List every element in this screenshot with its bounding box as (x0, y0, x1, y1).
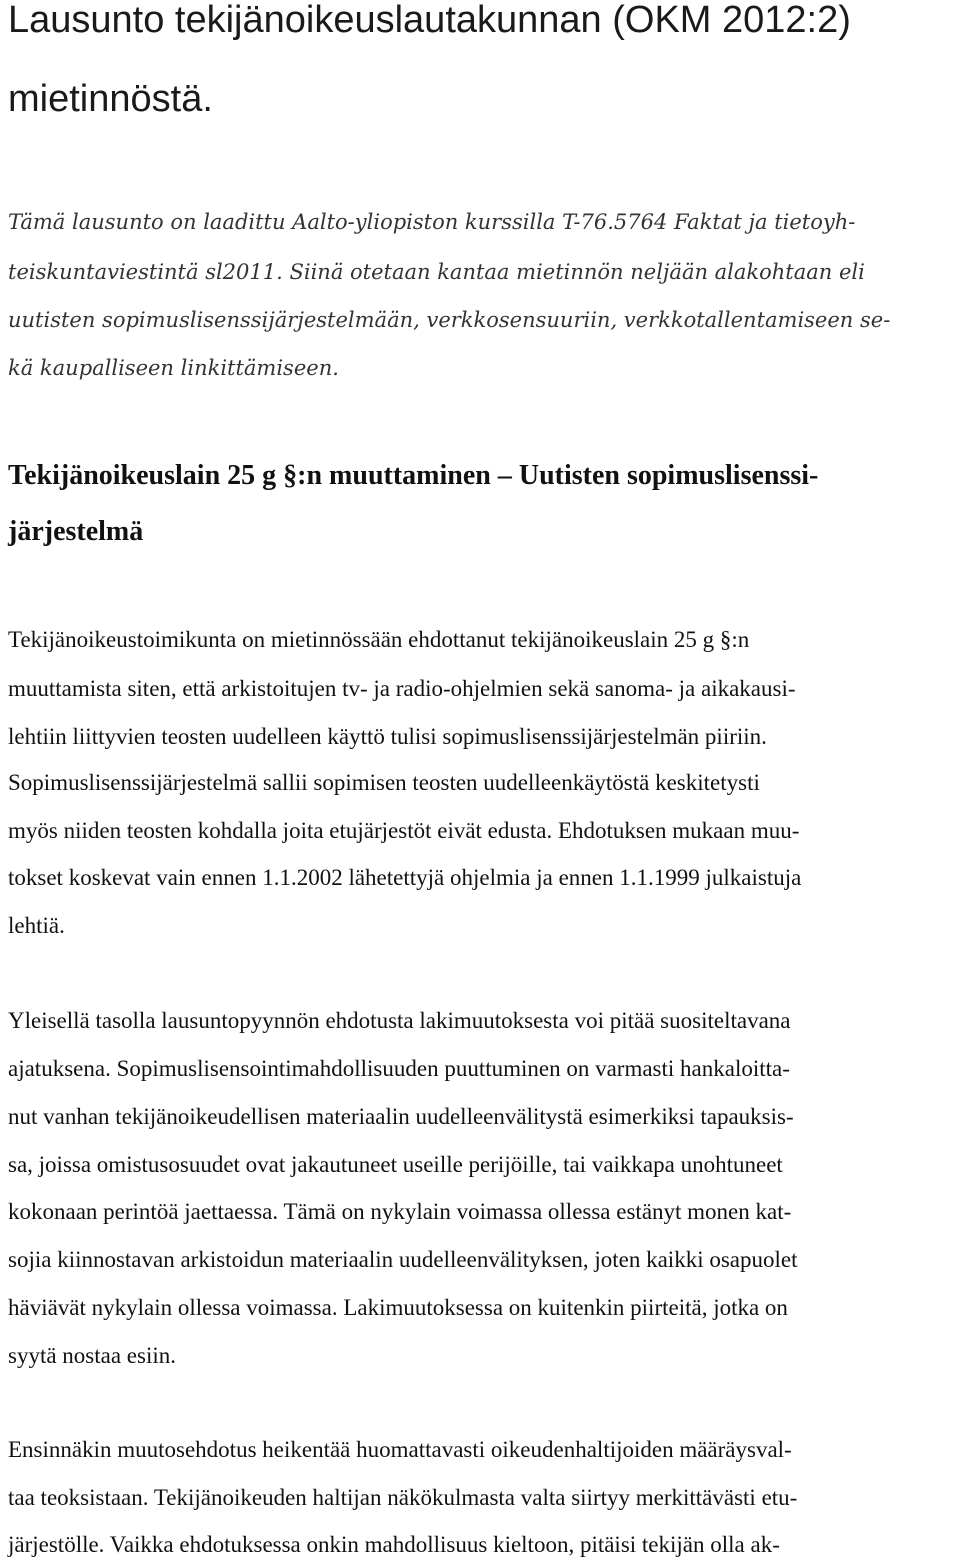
paragraph-1-line-3: lehtiin liittyvien teosten uudelleen käyttö tulisi sopimuslisenssijärjestelmän piiriin. (8, 724, 767, 749)
section-heading-line-1: Tekijänoikeuslain 25 g §:n muuttaminen – Uutisten sopimuslisenssi- (8, 460, 819, 491)
intro-line-4: kä kaupalliseen linkittämiseen. (8, 356, 339, 380)
paragraph-2-line-4: sa, joissa omistusosuudet ovat jakautuneet useille perijöille, tai vaikkapa unohtuneet (8, 1152, 783, 1177)
paragraph-2-line-8: syytä nostaa esiin. (8, 1343, 176, 1368)
paragraph-1-line-6: tokset koskevat vain ennen 1.1.2002 lähetettyjä ohjelmia ja ennen 1.1.1999 julkaistuja (8, 865, 802, 890)
paragraph-3-line-3: järjestölle. Vaikka ehdotuksessa onkin mahdollisuus kieltoon, pitäisi tekijän olla ak- (8, 1532, 780, 1557)
document-title-line-2: mietinnöstä. (8, 78, 213, 120)
paragraph-2-line-2: ajatuksena. Sopimuslisensointimahdollisuuden puuttuminen on varmasti hankaloitta- (8, 1056, 790, 1081)
paragraph-2-line-7: häviävät nykylain ollessa voimassa. Lakimuutoksessa on kuitenkin piirteitä, jotka on (8, 1295, 788, 1320)
paragraph-1-line-5: myös niiden teosten kohdalla joita etujärjestöt eivät edusta. Ehdotuksen mukaan muu- (8, 818, 800, 843)
paragraph-1-line-2: muuttamista siten, että arkistoitujen tv- ja radio-ohjelmien sekä sanoma- ja aikakausi- (8, 676, 796, 701)
paragraph-2-line-6: sojia kiinnostavan arkistoidun materiaalin uudelleenvälityksen, joten kaikki osapuolet (8, 1247, 798, 1272)
paragraph-3-line-2: taa teoksistaan. Tekijänoikeuden haltijan näkökulmasta valta siirtyy merkittävästi etu- (8, 1485, 798, 1510)
paragraph-2-line-1: Yleisellä tasolla lausuntopyynnön ehdotusta lakimuutoksesta voi pitää suositeltavana (8, 1008, 791, 1033)
intro-line-2: teiskuntaviestintä sl2011. Siinä otetaan kantaa mietinnön neljään alakohtaan eli (8, 260, 865, 284)
intro-line-3: uutisten sopimuslisenssijärjestelmään, verkkosensuuriin, verkkotallentamiseen se- (8, 308, 891, 332)
paragraph-1-line-1: Tekijänoikeustoimikunta on mietinnössään ehdottanut tekijänoikeuslain 25 g §:n (8, 627, 750, 652)
section-heading-line-2: järjestelmä (8, 516, 144, 547)
paragraph-1-line-7: lehtiä. (8, 913, 65, 938)
paragraph-3-line-1: Ensinnäkin muutosehdotus heikentää huomattavasti oikeudenhaltijoiden määräysval- (8, 1437, 792, 1462)
intro-line-1: Tämä lausunto on laadittu Aalto-yliopiston kurssilla T-76.5764 Faktat ja tietoyh- (8, 210, 856, 234)
document-title-line-1: Lausunto tekijänoikeuslautakunnan (OKM 2012:2) (8, 0, 851, 41)
paragraph-1-line-4: Sopimuslisenssijärjestelmä sallii sopimisen teosten uudelleenkäytöstä keskitetysti (8, 770, 760, 795)
paragraph-2-line-5: kokonaan perintöä jaettaessa. Tämä on nykylain voimassa ollessa estänyt monen kat- (8, 1199, 792, 1224)
paragraph-2-line-3: nut vanhan tekijänoikeudellisen materiaalin uudelleenvälitystä esimerkiksi tapauksis- (8, 1104, 794, 1129)
